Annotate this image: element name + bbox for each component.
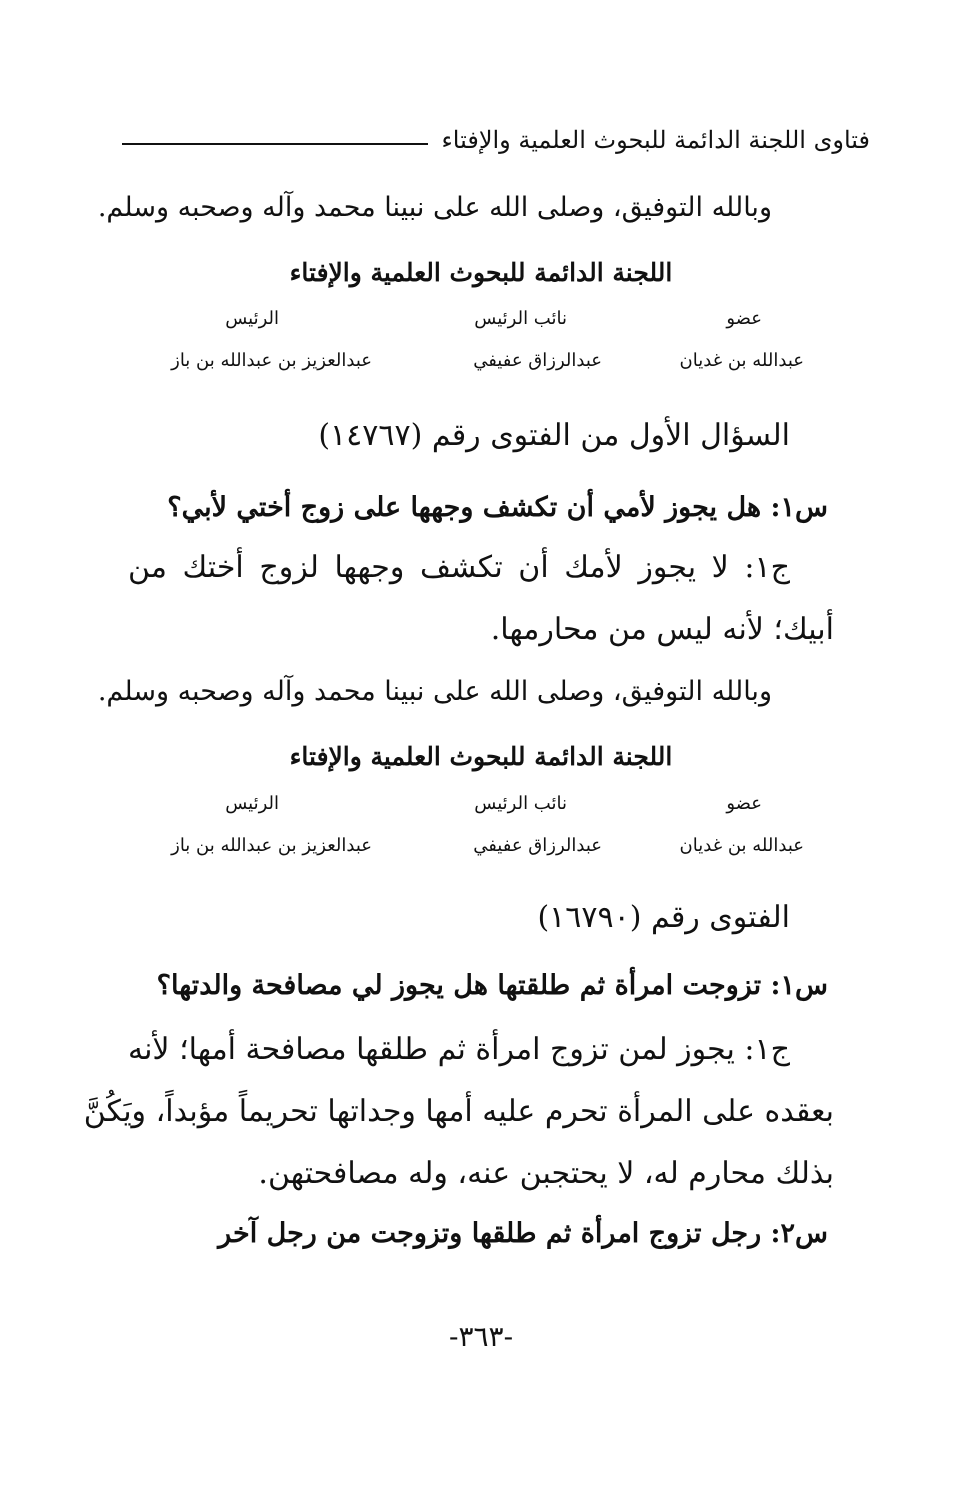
signatory-role-vice-president: نائب الرئيس: [474, 308, 567, 329]
answer-line-2: أبيك؛ لأنه ليس من محارمها.: [490, 612, 834, 647]
question-1: س١: هل يجوز لأمي أن تكشف وجهها على زوج أختي لأبي؟: [167, 492, 828, 523]
signatory-role-vice-president: نائب الرئيس: [474, 793, 567, 814]
closing-formula: وبالله التوفيق، وصلى الله على نبينا محمد وآله وصحبه وسلم.: [97, 192, 772, 223]
fatwa-heading: السؤال الأول من الفتوى رقم (١٤٧٦٧): [318, 418, 790, 453]
signatory-name-vice-president: عبدالرزاق عفيفي: [473, 835, 602, 856]
answer-line-1: ج١: لا يجوز لأمك أن تكشف وجهها لزوج أختك من: [128, 550, 790, 585]
signatory-name-president: عبدالعزيز بن عبدالله بن باز: [171, 835, 372, 856]
answer-line-2: بعقده على المرأة تحرم عليه أمها وجداتها تحريماً مؤبداً، ويَكُنَّ: [83, 1094, 834, 1129]
fatwa-heading: الفتوى رقم (١٦٧٩٠): [537, 900, 790, 935]
header-rule: [122, 143, 428, 145]
signatory-name-president: عبدالعزيز بن عبدالله بن باز: [171, 350, 372, 371]
closing-formula: وبالله التوفيق، وصلى الله على نبينا محمد وآله وصحبه وسلم.: [97, 676, 772, 707]
header-title: فتاوى اللجنة الدائمة للبحوث العلمية والإفتاء: [441, 126, 870, 154]
question-2: س٢: رجل تزوج امرأة ثم طلقها وتزوجت من رجل آخر: [218, 1218, 828, 1249]
question-1: س١: تزوجت امرأة ثم طلقتها هل يجوز لي مصافحة والدتها؟: [156, 970, 828, 1001]
answer-line-3: بذلك محارم له، لا يحتجبن عنه، وله مصافحتهن.: [258, 1156, 834, 1191]
signatory-name-vice-president: عبدالرزاق عفيفي: [473, 350, 602, 371]
committee-name: اللجنة الدائمة للبحوث العلمية والإفتاء: [289, 742, 673, 771]
committee-name: اللجنة الدائمة للبحوث العلمية والإفتاء: [289, 258, 673, 287]
answer-line-1: ج١: يجوز لمن تزوج امرأة ثم طلقها مصافحة أمها؛ لأنه: [128, 1032, 790, 1067]
signatory-role-member: عضو: [726, 308, 762, 329]
signatory-name-member: عبدالله بن غديان: [679, 835, 804, 856]
signatory-role-president: الرئيس: [225, 308, 279, 329]
signatory-name-member: عبدالله بن غديان: [679, 350, 804, 371]
signatory-role-president: الرئيس: [225, 793, 279, 814]
page-number: -٣٦٣-: [448, 1320, 514, 1353]
running-header: [122, 120, 870, 160]
signatory-role-member: عضو: [726, 793, 762, 814]
